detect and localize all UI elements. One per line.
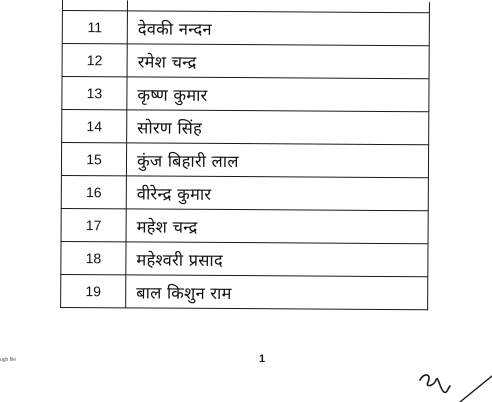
row-name: वीरेन्द्र कुमार [126,176,428,211]
name-list-table [60,0,430,310]
table-row [61,241,428,276]
row-number [62,0,127,11]
table-row [61,143,428,178]
footer-left-text: ugh file [0,357,17,363]
row-number: 17 [61,208,126,241]
row-number: 14 [62,110,127,143]
page-number: 1 [259,353,266,365]
row-number: 18 [61,241,126,274]
table-row [61,175,428,210]
table-row [62,77,429,112]
row-number: 13 [62,77,127,110]
handwritten-signature [414,366,492,402]
table-row [62,11,429,46]
table-row [62,44,429,79]
row-number: 19 [61,274,126,307]
row-number: 11 [62,11,127,44]
row-name: कुंज बिहारी लाल [126,143,428,178]
row-name: कृष्ण कुमार [127,77,429,112]
row-name: रमेश चन्द्र [127,44,429,79]
row-number: 16 [61,175,126,208]
row-number: 12 [62,44,127,77]
table-row [62,110,429,145]
row-number: 15 [61,143,126,176]
row-name: महेश्वरी प्रसाद [126,242,428,277]
table-row [61,274,428,309]
table-row [61,208,428,243]
row-name: महेश चन्द्र [126,209,428,244]
name-list-table-container [60,0,430,322]
row-name: सोरण सिंह [127,110,429,145]
row-name: बाल किशुन राम [126,275,428,310]
row-name: देवकी नन्दन [127,11,429,46]
